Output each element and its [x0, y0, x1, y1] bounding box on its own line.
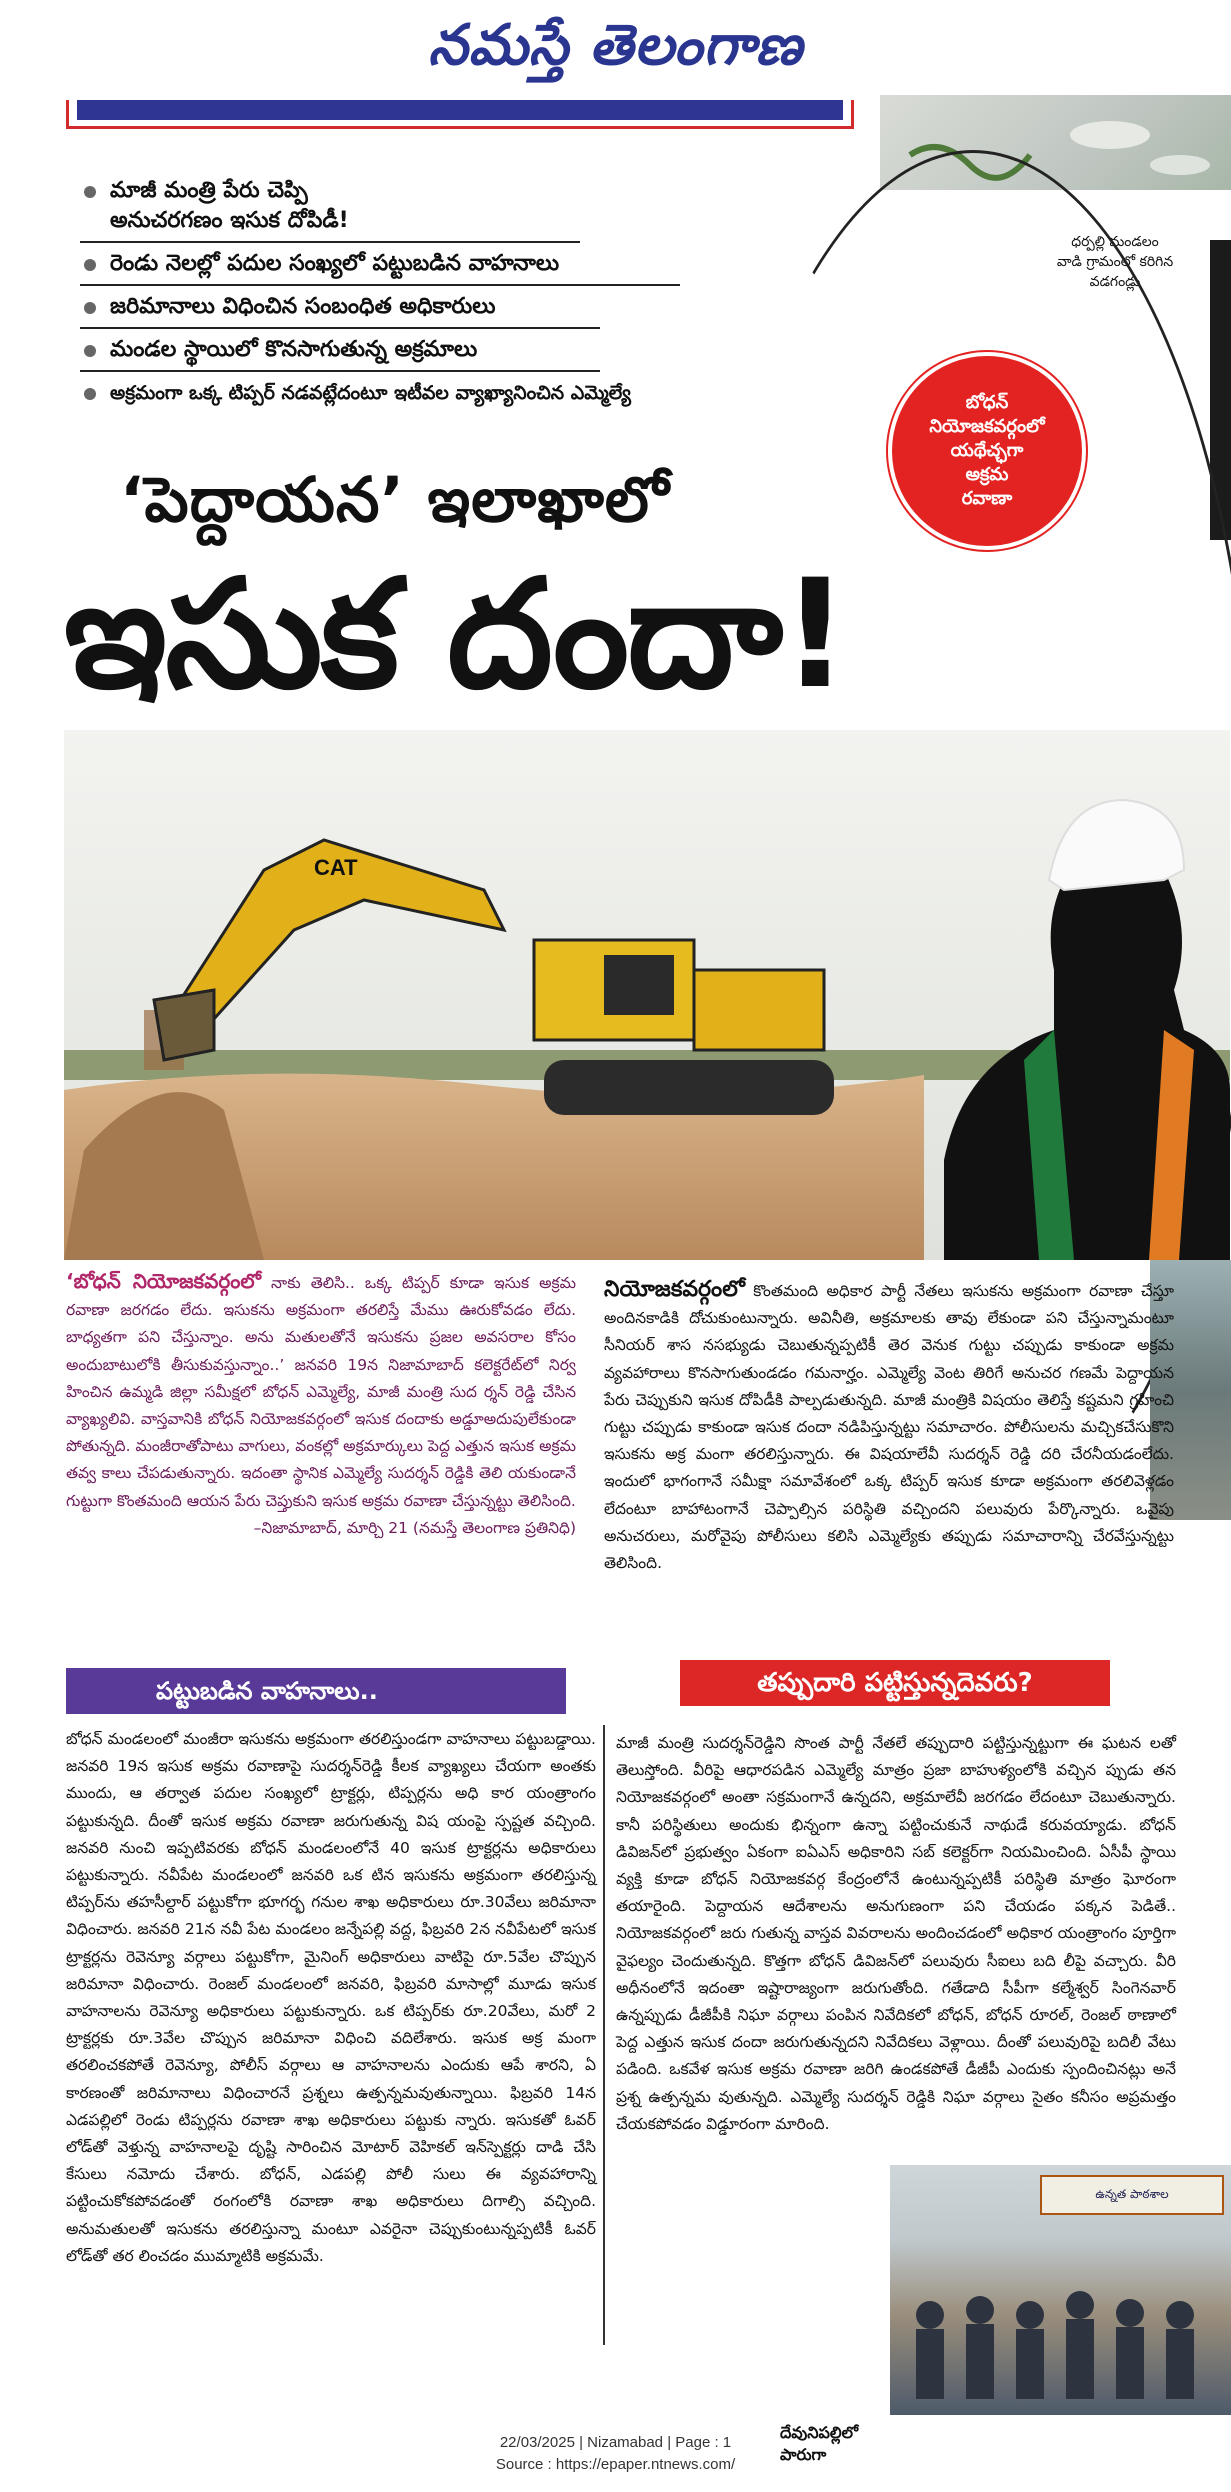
- excavator-photo: [64, 730, 1230, 1260]
- bullet-item: అక్రమంగా ఒక్క టిప్పర్ నడవట్లేదంటూ ఇటీవల వ్యాఖ్యానించిన ఎమ్మెల్యే: [80, 372, 870, 413]
- intro-lead: ‘బోధన్ నియోజకవర్గంలో: [66, 1269, 261, 1293]
- school-banner: ఉన్నత పాఠశాల: [1040, 2175, 1224, 2215]
- bullet-item: జరిమానాలు విధించిన సంబంధిత అధికారులు: [80, 286, 600, 329]
- bullet-icon: [84, 345, 96, 357]
- footer-source: Source : https://epaper.ntnews.com/: [495, 2456, 736, 2473]
- headline-kicker: ‘పెద్దాయన’ ఇలాఖాలో: [120, 463, 670, 536]
- masthead-bar: [66, 100, 854, 129]
- column-lead: నియోజకవర్గంలో: [604, 1277, 745, 1302]
- section-heading-vehicles: పట్టుబడిన వాహనాలు..: [66, 1668, 566, 1714]
- highlight-badge: బోధన్ నియోజకవర్గంలో యథేచ్ఛగా అక్రమ రవాణా: [888, 352, 1086, 550]
- dateline: –నిజామాబాద్, మార్చి 21 (నమస్తే తెలంగాణ ప్రతినిధి): [253, 1518, 576, 1537]
- bullet-item: రెండు నెలల్లో పదుల సంఖ్యలో పట్టుబడిన వాహనాలు: [80, 243, 680, 286]
- page-footer: [0, 2432, 1231, 2476]
- school-crowd-photo: [890, 2165, 1231, 2415]
- intro-text: [66, 1268, 576, 1542]
- bullet-icon: [84, 388, 96, 400]
- article-column-vehicles: బోధన్ మండలంలో మంజీరా ఇసుకను అక్రమంగా తరలిస్తుండగా వాహనాలు పట్టుబడ్డాయి. జనవరి 19న ఇసుక అక్రమ రవాణాపై సుదర్శన్‌రెడ్డి కీలక వ్యాఖ్యలు చేయగా అంతకు ముందు, ఆ తర్వాత పదుల సంఖ్యలో ట్రాక్టర్లు, టిప్పర్లను అధి కార యంత్రాంగం పట్టుకున్నది. దీంతో ఇసుక అక్రమ రవాణా జరుగుతున్న విష యంపై స్పష్టత వచ్చింది. జనవరి నుంచి ఇప్పటివరకు బోధన్ మండలంలోనే 40 ఇసుక ట్రాక్టర్లను అధికారులు పట్టుకున్నారు. నవీపేట మండలంలో జనవరి ఒక టిన ఇసుకను అక్రమంగా తరలిస్తున్న టిప్పర్‌ను తహసీల్దార్ పట్టుకోగా భూగర్భ గనుల శాఖ అధికారులు రూ.30వేలు జరిమానా విధించారు. జనవరి 21న నవీ పేట మండలం జన్నేపల్లి వద్ద, ఫిబ్రవరి 2న నవీపేటలో ఇసుక ట్రాక్టర్లను రెవెన్యూ వర్గాలు పట్టుకోగా, మైనింగ్ అధికారులు వాటిపై రూ.5వేల చొప్పున జరిమానా విధించారు. రెంజల్ మండలంలో జనవరి, ఫిబ్రవరి మాసాల్లో మూడు ఇసుక వాహనాలను రెవెన్యూ అధికారులు పట్టుకున్నారు. ఒక టిప్పర్‌కు రూ.20వేలు, మరో 2 ట్రాక్టర్లకు రూ.3వేల చొప్పున జరిమానా విధించి వదిలేశారు. ఇసుక అక్ర మంగా తరలించకపోతే రెవెన్యూ, పోలీస్ వర్గాలు ఆ వాహనాలను ఎందుకు ఆపే శారని, ఏ కారణంతో జరిమానాలు విధించారనే ప్రశ్నలు ఉత్పన్నమవుతున్నాయి. ఫిబ్రవరి 14న ఎడపల్లిలో రెండు టిప్పర్లను రవాణా శాఖ అధికారులు పట్టుకు న్నారు. ఇసుకతో ఓవర్ లోడ్‌తో వెళ్తున్న వాహనాలపై దృష్టి సారించిన మోటార్ వెహికల్ ఇన్‌స్పెక్టర్లు దాడి చేసి కేసులు నమోదు చేశారు. బోధన్, ఎడపల్లి పోలీ సులు ఈ వ్యవహారాన్ని పట్టించుకోకపోవడంతో రంగంలోకి రవాణా శాఖ అధికారులు దిగాల్సి వచ్చింది. అనుమతులతో ఇసుకను తరలిస్తున్నా మంటూ ఎవరైనా చెప్పుకుంటున్నప్పటికీ ఓవర్ లోడ్‌తో తర లించడం ముమ్మాటికి అక్రమమే.: [66, 1730, 596, 2265]
- bullet-icon: [84, 259, 96, 271]
- bullet-icon: [84, 186, 96, 198]
- footer-date-edition: 22/03/2025 | Nizamabad | Page : 1: [499, 2434, 732, 2451]
- photo-caption-bottom: దేవునిపల్లిలో పారుగా: [780, 2423, 859, 2464]
- bullet-item: మాజీ మంత్రి పేరు చెప్పి అనుచరగణం ఇసుక దోపిడీ!: [80, 170, 580, 243]
- bullet-icon: [84, 302, 96, 314]
- column-body: కొంతమంది అధికార పార్టీ నేతలు ఇసుకను అక్రమంగా రవాణా చేస్తూ అందినకాడికి దోచుకుంటున్నారు. అవినీతి, అక్రమాలకు తావు లేకుండా పని చేస్తున్నామంటూ సీనియర్ శాస నసభ్యుడు చెబుతున్నప్పటికీ తెర వెనుక గుట్టు చప్పుడు కాకుండా అక్రమ వ్యవహారాలు కొనసాగుతుండడం గమనార్హం. ఎమ్మెల్యే వెంట తిరిగే అనుచర గణమే పెద్దాయన పేరు చెప్పుకుని ఇసుక దోపిడీకి పాల్పడుతున్నది. మాజీ మంత్రికి విషయం తెలిస్తే కష్టమని గ్రహించి గుట్టు చప్పుడు కాకుండా ఇసుక దందా నడిపిస్తున్నట్టు సమాచారం. పోలీసులను మచ్చికచేసుకొని ఇసుకను అక్ర మంగా తరలిస్తున్నారు. ఈ విషయాలేవీ సుదర్శన్ రెడ్డి దరి చేరనీయడంలేదు. ఇందులో భాగంగానే సమీక్షా సమావేశంలో ఒక్క టిప్పర్ ఇసుక కూడా అక్రమంగా తరలివెళ్లడం లేదంటూ బాహాటంగానే చెప్పాల్సిన పరిస్థితి వచ్చిందని పలువురు పేర్కొన్నారు. ఒవైపు అనుచరులు, మరోవైపు పోలీసులు కలిసి ఎమ్మెల్యేకు తప్పుడు సమాచారాన్ని చేరవేస్తున్నట్టు తెలిసింది.: [604, 1282, 1174, 1573]
- section-heading-misleading: తప్పుదారి పట్టిస్తున్నదెవరు?: [680, 1660, 1110, 1706]
- article-column-misleading: మాజీ మంత్రి సుదర్శన్‌రెడ్డిని సొంత పార్టీ నేతలే తప్పుదారి పట్టిస్తున్నట్టుగా ఈ ఘటన లతో తెలుస్తోంది. వీరిపై ఆధారపడిన ఎమ్మెల్యే మాత్రం ప్రజా బాహుళ్యంలోకి వచ్చిన ప్పుడు తన నియోజకవర్గంలో అంతా సక్రమంగానే ఉన్నదని, అక్రమాలేవీ జరగడం లేదంటూ చెబుతున్నారు. కానీ పరిస్థితులు అందుకు భిన్నంగా ఉన్నా పట్టించుకునే నాథుడే కరువయ్యాడు. బోధన్ డివిజన్‌లో ప్రభుత్వం ఏకంగా ఐఏఎస్ అధికారిని సబ్ కలెక్టర్‌గా నియమించింది. ఏసీపీ స్థాయి వ్యక్తి కూడా బోధన్ నియోజకవర్గ కేంద్రంలోనే ఉంటున్నప్పటికీ పరిస్థితి మాత్రం ఘోరంగా తయారైంది. పెద్దాయన ఆదేశాలను అనుగుణంగా పని చేయడం పక్కన పెడితే.. నియోజకవర్గంలో జరు గుతున్న వాస్తవ వివరాలను అందించడంలో అధికార యంత్రాంగం పూర్తిగా వైఫల్యం చెందుతున్నది. కొత్తగా బోధన్ డివిజన్‌లో పలువురు సీఐలు బది లీపై వచ్చారు. వీరి అధీనంలోనే ఇదంతా ఇష్టారాజ్యంగా జరుగుతోంది. గతేడాది సీపీగా కల్మేశ్వర్ సింగెనవార్ ఉన్నప్పుడు డీజీపీకి నిఘా వర్గాలు పంపిన నివేదికలో బోధన్, బోధన్ రూరల్, రెంజల్ ఠాణాలో పెద్ద ఎత్తున ఇసుక దందా జరుగుతున్నదని నివేదికలు వెళ్లాయి. దీంతో పలువురిపై బదిలీ వేటు పడింది. ఒకవేళ ఇసుక అక్రమ రవాణా జరిగి ఉండకపోతే డీజీపీ ఎందుకు స్పందించినట్లు అనే ప్రశ్న ఉత్పన్నమ వుతున్నది. ఎమ్మెల్యే సుదర్శన్ రెడ్డికి నిఘా వర్గాలు సైతం కనీసం అప్రమత్తం చేయకపోవడం విడ్డూరంగా మారింది.: [616, 1734, 1176, 2133]
- headline-main: ఇసుక దందా!: [64, 548, 848, 722]
- masthead: [0, 0, 1231, 95]
- highlight-bullets: [80, 170, 870, 413]
- newspaper-name: నమస్తే తెలంగాణ: [428, 12, 803, 78]
- article-column-top-right: [604, 1276, 1174, 1577]
- column-divider: [603, 1725, 605, 2345]
- intro-body: నాకు తెలిసి.. ఒక్క టిప్పర్ కూడా ఇసుక అక్రమ రవాణా జరగడం లేదు. ఇసుకను అక్రమంగా తరలిస్తే మేము ఊరుకోవడం లేదు. బాధ్యతగా పని చేస్తున్నాం. అను మతులతోనే ఇసుకను ప్రజల అవసరాల కోసం అందుబాటులోకి తీసుకువస్తున్నాం..’ జనవరి 19న నిజామాబాద్ కలెక్టరేట్‌లో నిర్వ హించిన ఉమ్మడి జిల్లా సమీక్షలో బోధన్ ఎమ్మెల్యే, మాజీ మంత్రి సుద ర్శన్ రెడ్డి చేసిన వ్యాఖ్యలివి. వాస్తవానికి బోధన్ నియోజకవర్గంలో ఇసుక దందాకు అడ్డూఅదుపులేకుండా పోతున్నది. మంజీరాతోపాటు వాగులు, వంకల్లో అక్రమార్కులు పెద్ద ఎత్తున ఇసుక అక్రమ తవ్వ కాలు చేపడుతున్నారు. ఇదంతా స్థానిక ఎమ్మెల్యే సుదర్శన్ రెడ్డికి తెలి యకుండానే గుట్టుగా కొంతమంది ఆయన పేరు చెప్తుకుని ఇసుక అక్రమ రవాణా చేస్తున్నట్టు తెలిసింది.: [66, 1274, 577, 1510]
- bullet-item: మండల స్థాయిలో కొనసాగుతున్న అక్రమాలు: [80, 329, 600, 372]
- photo-caption-top: ధర్పల్లి మండలం వాడి గ్రామంలో కరిగిన వడగండ్లు: [1056, 234, 1174, 290]
- svg-text:CAT: CAT: [314, 855, 358, 880]
